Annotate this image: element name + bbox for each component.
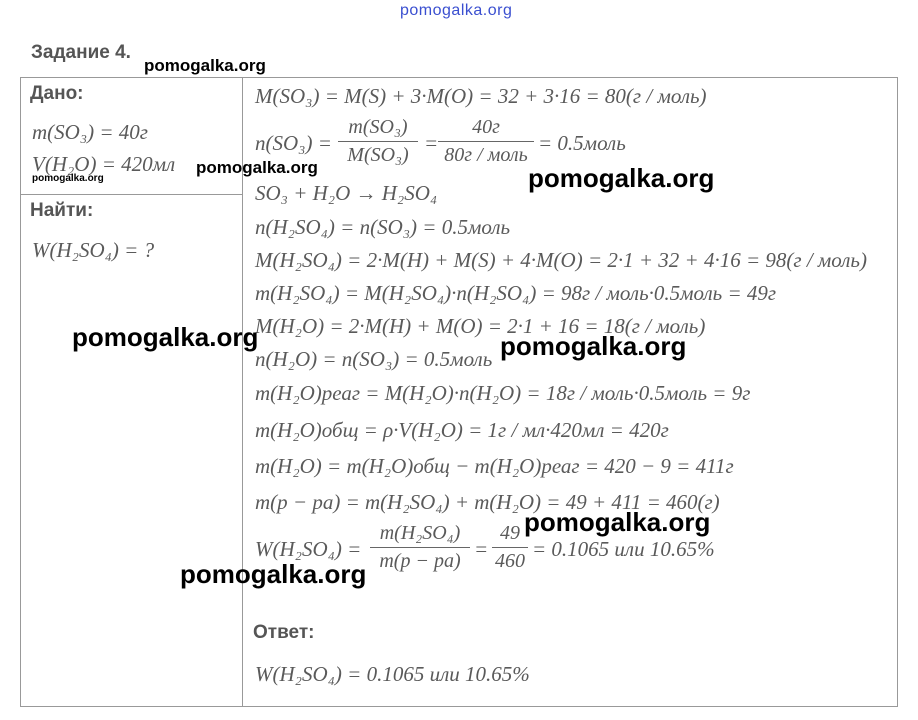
fraction bbox=[338, 116, 418, 167]
solution-line: M(SO₃) = M(S) + 3·M(O) = 32 + 3·16 = 80(г / моль) bbox=[255, 84, 707, 108]
solution-line: = 0.5моль bbox=[538, 131, 626, 155]
solution-line: n(H₂O) = n(SO₃) = 0.5моль bbox=[255, 347, 493, 371]
watermark-text: pomogalka.org bbox=[196, 158, 318, 177]
watermark-small: pomogalka.org bbox=[32, 173, 104, 184]
denominator: M(SO₃) bbox=[347, 144, 409, 166]
answer-label: Ответ: bbox=[253, 622, 315, 643]
solution-line: n(H₂SO₄) = n(SO₃) = 0.5моль bbox=[255, 215, 511, 239]
solution-line: W(H₂SO₄) = bbox=[255, 537, 362, 561]
numerator: m(H₂SO₄) bbox=[379, 522, 461, 544]
fraction bbox=[370, 522, 470, 573]
watermark-text: pomogalka.org bbox=[180, 559, 367, 589]
numerator: 40г bbox=[472, 116, 500, 138]
fraction bbox=[492, 522, 528, 573]
task-title: Задание 4. bbox=[31, 42, 131, 63]
reaction-equation: SO₃ + H₂O → H₂SO₄ bbox=[255, 181, 438, 205]
watermark-text: pomogalka.org bbox=[144, 56, 266, 75]
watermark-text: pomogalka.org bbox=[528, 163, 715, 193]
solution-line: m(H₂SO₄) = M(H₂SO₄)·n(H₂SO₄) = 98г / моль·0.5моль = 49г bbox=[255, 281, 777, 305]
solution-line: n(SO₃) = bbox=[255, 131, 332, 155]
numerator: 49 bbox=[500, 522, 520, 544]
solution-line: m(H₂O)реаг = M(H₂O)·n(H₂O) = 18г / моль·0.5моль = 9г bbox=[255, 381, 751, 405]
site-watermark-top: pomogalka.org bbox=[400, 2, 513, 19]
given-volume-water: V(H₂O) = 420мл bbox=[32, 152, 176, 176]
denominator: 460 bbox=[495, 550, 525, 572]
find-mass-fraction: W(H₂SO₄) = ? bbox=[32, 238, 155, 262]
equals-sign: = bbox=[474, 537, 489, 561]
find-label: Найти: bbox=[30, 200, 94, 221]
given-mass-so3: m(SO₃) = 40г bbox=[32, 120, 148, 144]
solution-line: m(H₂O)общ = ρ·V(H₂O) = 1г / мл·420мл = 420г bbox=[255, 418, 669, 442]
row-divider bbox=[20, 194, 242, 195]
given-label: Дано: bbox=[30, 83, 84, 104]
solution-line: m(p − pa) = m(H₂SO₄) + m(H₂O) = 49 + 411 = 460(г) bbox=[255, 490, 720, 514]
watermark-text: pomogalka.org bbox=[524, 507, 711, 537]
denominator: m(p − pa) bbox=[379, 550, 461, 572]
watermark-text: pomogalka.org bbox=[500, 331, 687, 361]
solution-line: m(H₂O) = m(H₂O)общ − m(H₂O)реаг = 420 − 9 = 411г bbox=[255, 454, 734, 478]
fraction bbox=[438, 116, 534, 167]
answer-line: W(H₂SO₄) = 0.1065 или 10.65% bbox=[255, 662, 530, 686]
solution-line: M(H₂SO₄) = 2·M(H) + M(S) + 4·M(O) = 2·1 + 32 + 4·16 = 98(г / моль) bbox=[255, 248, 867, 272]
numerator: m(SO₃) bbox=[348, 116, 408, 138]
denominator: 80г / моль bbox=[444, 144, 528, 166]
equals-sign: = bbox=[424, 131, 439, 155]
solution-line: = 0.1065 или 10.65% bbox=[532, 537, 715, 561]
solution-line: M(H₂O) = 2·M(H) + M(O) = 2·1 + 16 = 18(г / моль) bbox=[255, 314, 706, 338]
watermark-text: pomogalka.org bbox=[72, 322, 259, 352]
